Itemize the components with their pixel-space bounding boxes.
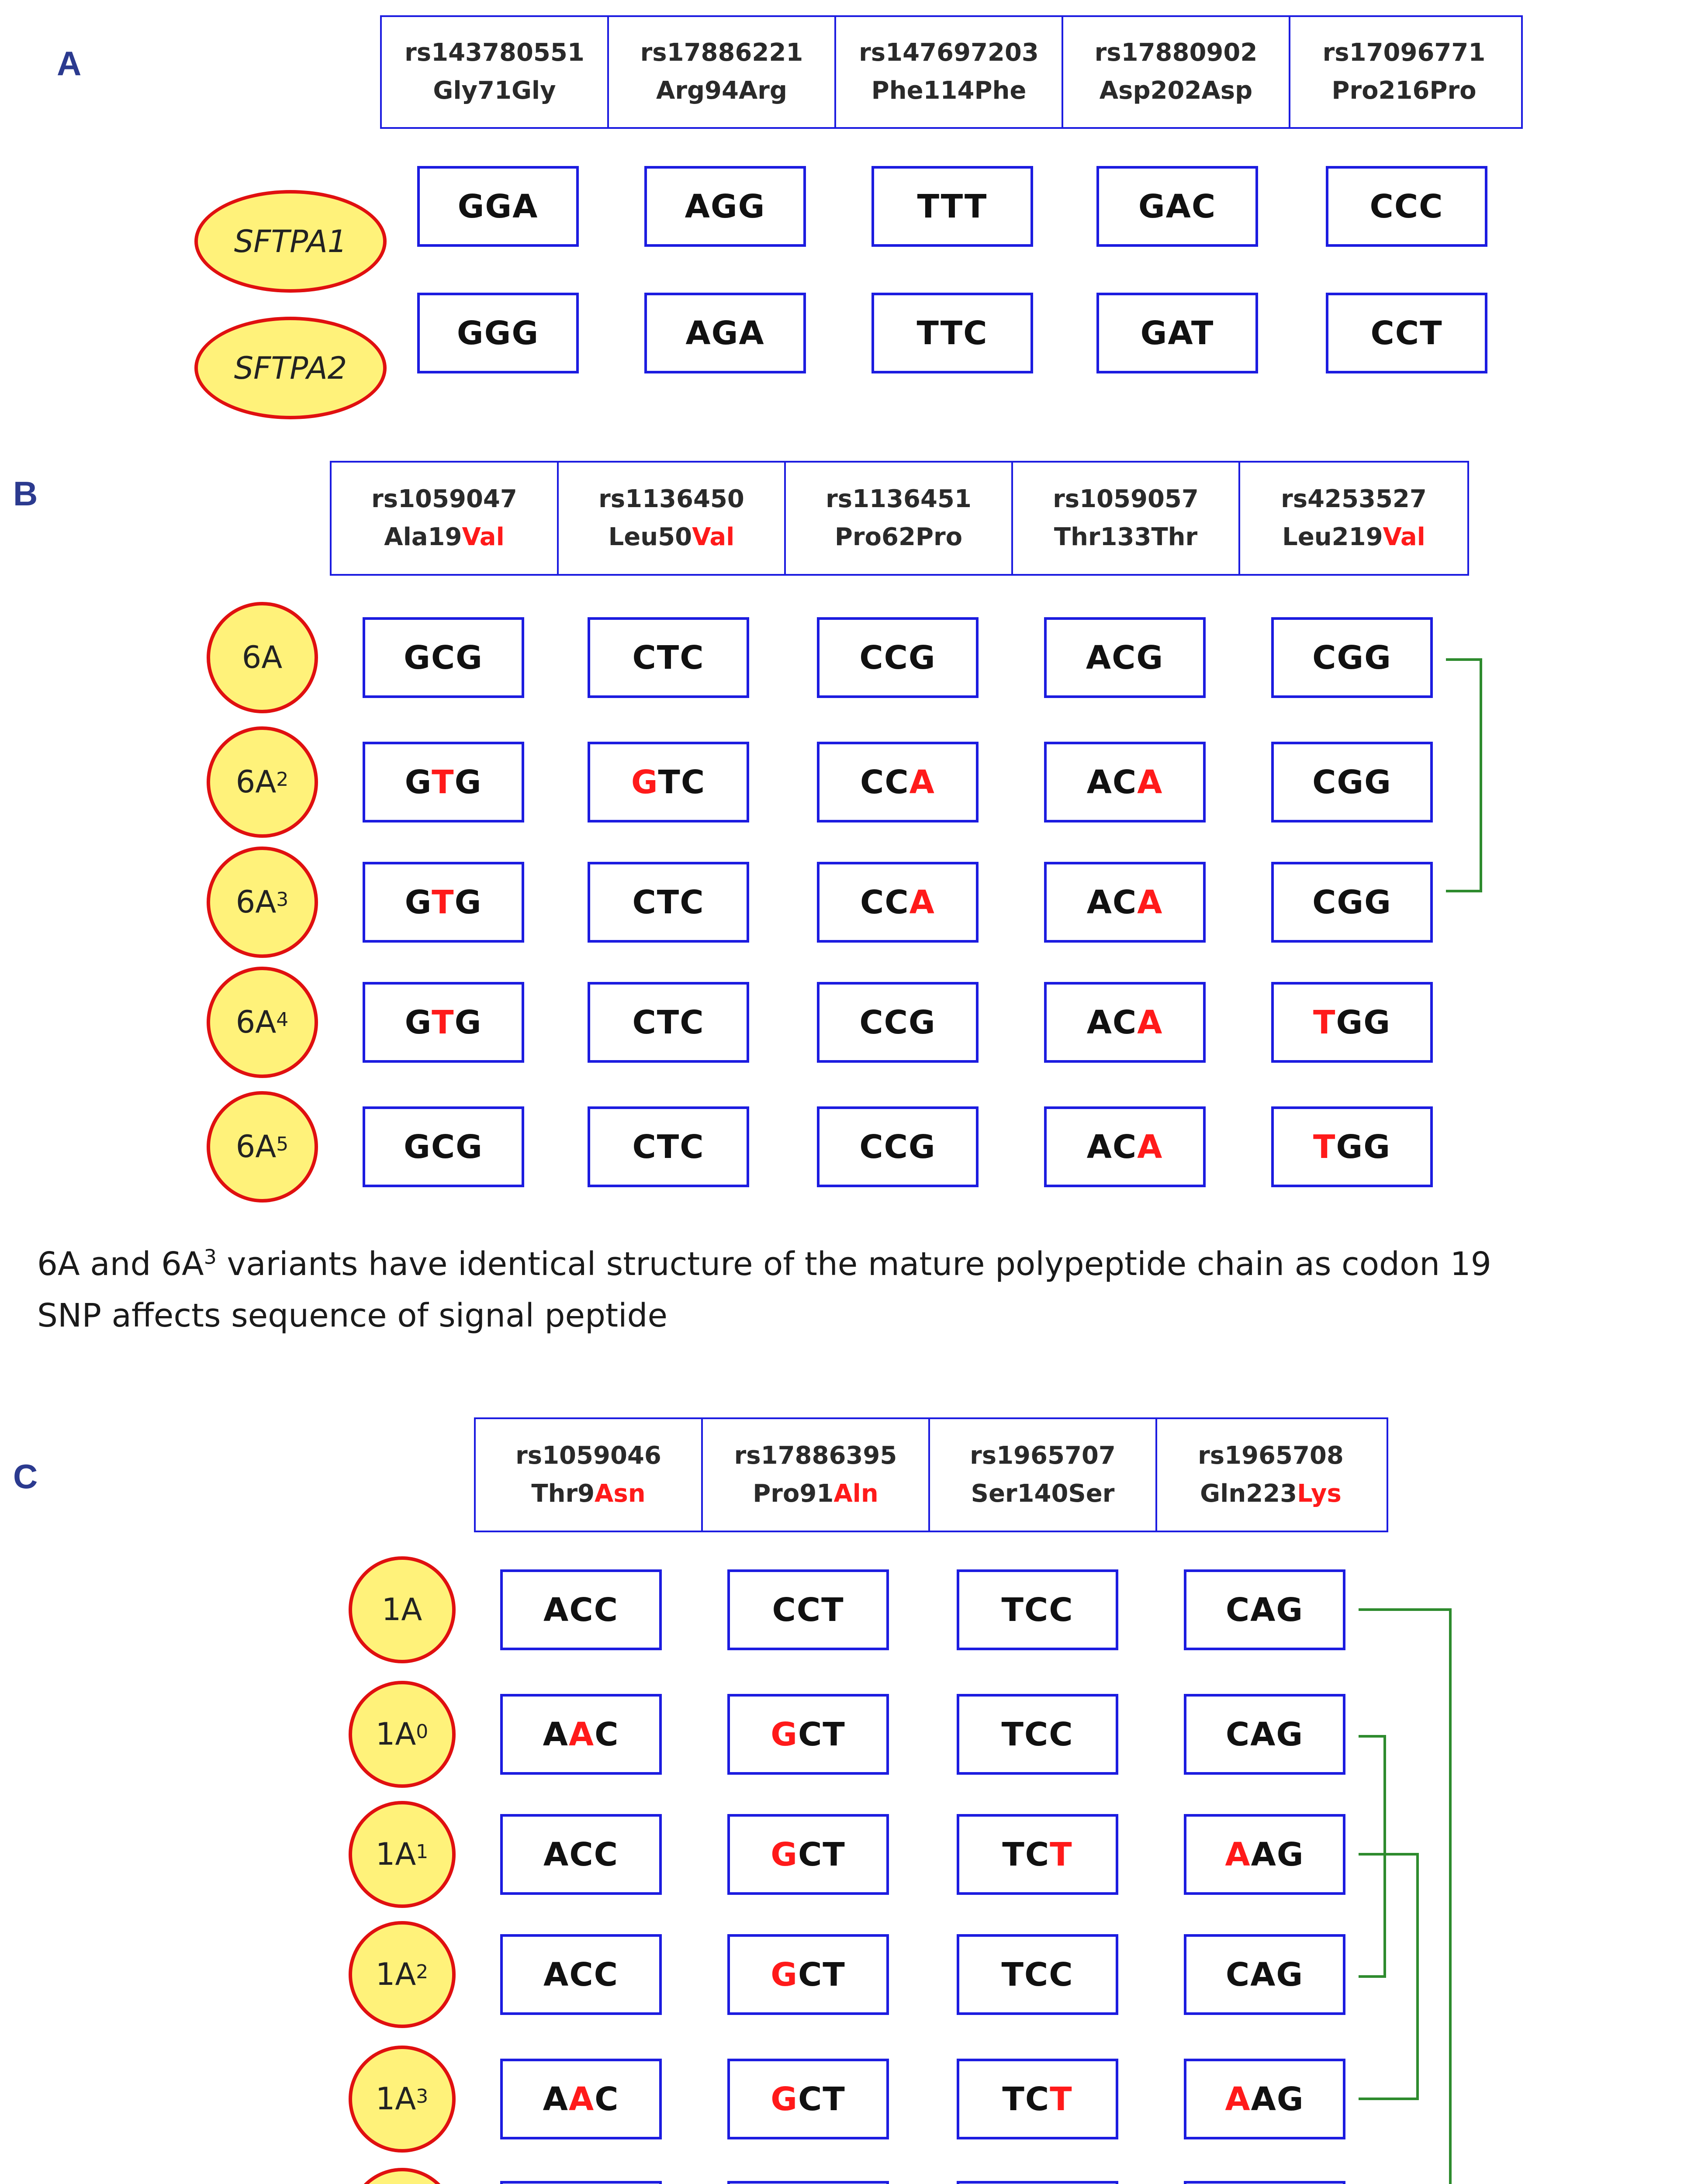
base: C bbox=[860, 883, 885, 921]
variant-name: 6A bbox=[235, 764, 277, 800]
base: G bbox=[405, 763, 432, 801]
snp-base: A bbox=[909, 883, 935, 921]
codon-text: CCC bbox=[1369, 187, 1444, 225]
snp-base: A bbox=[568, 2080, 595, 2118]
pair-bracket bbox=[1446, 660, 1481, 891]
snp-base: T bbox=[1313, 1003, 1336, 1041]
codon-text: CCT bbox=[1370, 314, 1443, 352]
variant-sup: 3 bbox=[276, 888, 289, 911]
base: G bbox=[454, 763, 482, 801]
panel-c-label: C bbox=[13, 1457, 38, 1496]
base: A bbox=[1086, 1003, 1113, 1041]
snp-aa-change: Asp202Asp bbox=[1099, 76, 1253, 105]
snp-base: T bbox=[432, 883, 455, 921]
base: C bbox=[885, 883, 909, 921]
snp-rs-id: rs1965707 bbox=[970, 1441, 1116, 1470]
gene-oval: SFTPA2 bbox=[194, 317, 387, 419]
aa-alt: Asn bbox=[595, 1479, 646, 1508]
base: G bbox=[1363, 1003, 1391, 1041]
snp-base: A bbox=[568, 1715, 595, 1753]
codon-text: TCC bbox=[1001, 1715, 1074, 1753]
variant-name: 1A bbox=[381, 1592, 422, 1628]
snp-rs-id: rs1136450 bbox=[598, 484, 744, 513]
base: T bbox=[658, 763, 681, 801]
aa-ref: Ser140Ser bbox=[971, 1479, 1115, 1508]
variant-name: 6A bbox=[242, 639, 283, 675]
codon-text: ACC bbox=[543, 1956, 619, 1994]
snp-base: T bbox=[432, 1003, 455, 1041]
pair-bracket bbox=[1359, 1736, 1385, 1977]
codon-text: GGA bbox=[457, 187, 539, 225]
snp-rs-id: rs1136451 bbox=[826, 484, 972, 513]
codon-text: TCC bbox=[1001, 1956, 1074, 1994]
snp-base: A bbox=[1137, 1003, 1163, 1041]
base: G bbox=[1336, 1128, 1364, 1166]
variant-sup: 5 bbox=[276, 1133, 289, 1155]
base: T bbox=[823, 1835, 846, 1873]
base: C bbox=[1025, 1835, 1050, 1873]
aa-alt: Lys bbox=[1297, 1479, 1342, 1508]
snp-base: A bbox=[1137, 763, 1163, 801]
base: G bbox=[454, 1003, 482, 1041]
snp-base: A bbox=[1225, 1835, 1251, 1873]
aa-alt: Val bbox=[462, 522, 505, 551]
codon-text: CCG bbox=[859, 1003, 936, 1041]
snp-rs-id: rs1059047 bbox=[371, 484, 517, 513]
base: G bbox=[1363, 1128, 1391, 1166]
snp-base: A bbox=[1225, 2080, 1251, 2118]
base: G bbox=[454, 883, 482, 921]
panel-b-label: B bbox=[13, 474, 38, 513]
snp-rs-id: rs17880902 bbox=[1094, 38, 1258, 67]
variant-sup: 2 bbox=[416, 1960, 429, 1983]
codon-text: CTC bbox=[632, 883, 705, 921]
base: T bbox=[1002, 1835, 1025, 1873]
codon-text: GCG bbox=[404, 1128, 483, 1166]
snp-aa-change: Pro216Pro bbox=[1331, 76, 1477, 105]
snp-rs-id: rs17886395 bbox=[734, 1441, 897, 1470]
aa-alt: Val bbox=[1383, 522, 1425, 551]
codon-text: CAG bbox=[1225, 1715, 1304, 1753]
panel-b-note: 6A and $6A^3$ variants have identical structure of the mature polypeptide chain as codon 19 SNP affects sequence of signal peptide bbox=[37, 1245, 1491, 1335]
variant-name: 1A bbox=[375, 1956, 416, 1992]
variant-sup: 3 bbox=[416, 2085, 429, 2108]
snp-aa-change: Phe114Phe bbox=[871, 76, 1027, 105]
snp-rs-id: rs1965708 bbox=[1198, 1441, 1344, 1470]
base: C bbox=[595, 2080, 619, 2118]
codon-text: ACC bbox=[543, 1835, 619, 1873]
base: A bbox=[1086, 883, 1113, 921]
aa-ref: Ala19 bbox=[384, 522, 462, 551]
gene-oval: SFTPA1 bbox=[194, 190, 387, 293]
codon-text: GGG bbox=[456, 314, 539, 352]
base: C bbox=[595, 1715, 619, 1753]
aa-alt: Val bbox=[692, 522, 735, 551]
variant-name: 6A bbox=[235, 884, 277, 920]
snp-rs-id: rs143780551 bbox=[405, 38, 584, 67]
aa-ref: Pro91 bbox=[753, 1479, 834, 1508]
base: T bbox=[1002, 2080, 1025, 2118]
base: C bbox=[798, 2080, 823, 2118]
codon-text: ACC bbox=[543, 1591, 619, 1629]
snp-rs-id: rs17096771 bbox=[1322, 38, 1486, 67]
codon-text: ACG bbox=[1086, 639, 1164, 677]
base: A bbox=[1086, 1128, 1113, 1166]
snp-base: A bbox=[1137, 883, 1163, 921]
base: C bbox=[1112, 1128, 1138, 1166]
base: T bbox=[823, 2080, 846, 2118]
snp-rs-id: rs147697203 bbox=[859, 38, 1039, 67]
variant-name: 6A bbox=[235, 1004, 277, 1040]
panel-a-label: A bbox=[57, 44, 82, 83]
snp-base: T bbox=[1050, 1835, 1073, 1873]
snp-aa-change: Gly71Gly bbox=[433, 76, 556, 105]
aa-ref: Leu50 bbox=[608, 522, 692, 551]
base: A bbox=[543, 1715, 569, 1753]
variant-sup: 0 bbox=[416, 1720, 429, 1743]
base: C bbox=[798, 1956, 823, 1994]
aa-alt: Aln bbox=[833, 1479, 878, 1508]
codon-text: CTC bbox=[632, 639, 705, 677]
base: A bbox=[543, 2080, 569, 2118]
base: G bbox=[1336, 1003, 1364, 1041]
snp-base: T bbox=[1050, 2080, 1073, 2118]
snp-base: T bbox=[432, 763, 455, 801]
codon-text: GAT bbox=[1140, 314, 1214, 352]
snp-aa-change: Arg94Arg bbox=[656, 76, 787, 105]
base: C bbox=[681, 763, 706, 801]
codon-text: GCG bbox=[404, 639, 483, 677]
codon-text: GAC bbox=[1138, 187, 1217, 225]
base: C bbox=[860, 763, 885, 801]
base: A bbox=[1086, 763, 1113, 801]
codon-text: AGA bbox=[685, 314, 765, 352]
snp-base: A bbox=[1137, 1128, 1163, 1166]
aa-ref: Thr133Thr bbox=[1054, 522, 1198, 551]
snp-rs-id: rs17886221 bbox=[640, 38, 803, 67]
codon-text: CTC bbox=[632, 1003, 705, 1041]
snp-base: G bbox=[771, 1715, 798, 1753]
base: T bbox=[823, 1956, 846, 1994]
snp-base: A bbox=[909, 763, 935, 801]
aa-ref: Gln223 bbox=[1200, 1479, 1297, 1508]
codon-text: CTC bbox=[632, 1128, 705, 1166]
snp-base: T bbox=[1313, 1128, 1336, 1166]
base: C bbox=[1112, 763, 1138, 801]
variant-name: 6A bbox=[235, 1129, 277, 1165]
codon-text: CGG bbox=[1312, 883, 1392, 921]
base: T bbox=[823, 1715, 846, 1753]
base: A bbox=[1251, 1835, 1277, 1873]
base: G bbox=[405, 1003, 432, 1041]
aa-ref: Leu219 bbox=[1282, 522, 1383, 551]
base: C bbox=[1112, 1003, 1138, 1041]
base: C bbox=[1025, 2080, 1050, 2118]
snp-base: G bbox=[771, 1835, 798, 1873]
snp-base: G bbox=[771, 1956, 798, 1994]
codon-text: TTC bbox=[916, 314, 988, 352]
variant-sup: 1 bbox=[416, 1840, 429, 1863]
base: C bbox=[885, 763, 909, 801]
snp-rs-id: rs1059046 bbox=[515, 1441, 661, 1470]
codon-text: CAG bbox=[1225, 1591, 1304, 1629]
base: G bbox=[1276, 2080, 1304, 2118]
variant-name: 1A bbox=[375, 2081, 416, 2117]
base: C bbox=[798, 1835, 823, 1873]
codon-text: CCG bbox=[859, 1128, 936, 1166]
snp-rs-id: rs1059057 bbox=[1053, 484, 1199, 513]
codon-text: CCG bbox=[859, 639, 936, 677]
codon-text: CGG bbox=[1312, 763, 1392, 801]
aa-ref: Thr9 bbox=[531, 1479, 595, 1508]
aa-ref: Pro62Pro bbox=[834, 522, 963, 551]
codon-text: AGG bbox=[685, 187, 766, 225]
codon-text: CAG bbox=[1225, 1956, 1304, 1994]
codon-text: TCC bbox=[1001, 1591, 1074, 1629]
snp-rs-id: rs4253527 bbox=[1281, 484, 1427, 513]
base: C bbox=[798, 1715, 823, 1753]
snp-base: G bbox=[771, 2080, 798, 2118]
base: G bbox=[405, 883, 432, 921]
base: A bbox=[1251, 2080, 1277, 2118]
codon-text: TTT bbox=[917, 187, 988, 225]
codon-text: CGG bbox=[1312, 639, 1392, 677]
snp-base: G bbox=[631, 763, 658, 801]
base: G bbox=[1276, 1835, 1304, 1873]
codon-text: CCT bbox=[772, 1591, 844, 1629]
variant-name: 1A bbox=[375, 1836, 416, 1872]
base: C bbox=[1112, 883, 1138, 921]
variant-sup: 2 bbox=[276, 768, 289, 791]
variant-name: 1A bbox=[375, 1716, 416, 1752]
variant-sup: 4 bbox=[276, 1008, 289, 1031]
